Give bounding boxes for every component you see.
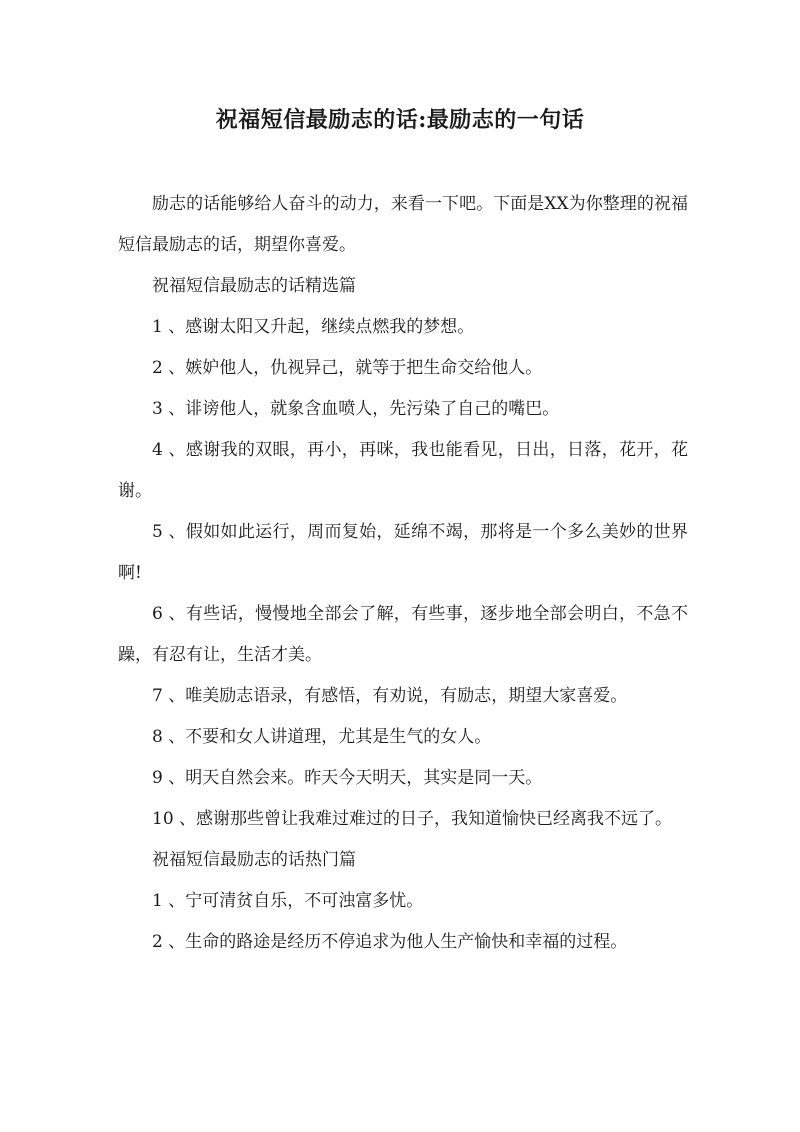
list-item: 7 、唯美励志语录，有感悟，有劝说，有励志，期望大家喜爱。 [152, 686, 628, 706]
document-title: 祝福短信最励志的话:最励志的一句话 [215, 107, 585, 133]
list-item: 1 、感谢太阳又升起，继续点燃我的梦想。 [152, 317, 475, 337]
section-heading-featured: 祝福短信最励志的话精选篇 [152, 276, 356, 296]
intro-paragraph: 励志的话能够给人奋斗的动力，来看一下吧。下面是XX为你整理的祝福短信最励志的话，期望你喜爱。 [118, 194, 688, 255]
section-heading-popular: 祝福短信最励志的话热门篇 [152, 850, 356, 870]
list-item: 10 、感谢那些曾让我难过难过的日子，我知道愉快已经离我不远了。 [152, 809, 673, 829]
list-item: 1 、宁可清贫自乐，不可浊富多忧。 [152, 891, 424, 911]
list-item: 5 、假如如此运行，周而复始，延绵不竭，那将是一个多么美妙的世界啊! [118, 522, 688, 583]
document-body [118, 184, 688, 963]
list-item: 9 、明天自然会来。昨天今天明天，其实是同一天。 [152, 768, 543, 788]
list-item: 2 、生命的路途是经历不停追求为他人生产愉快和幸福的过程。 [152, 932, 628, 952]
list-item: 8 、不要和女人讲道理，尤其是生气的女人。 [152, 727, 492, 747]
list-item: 4 、感谢我的双眼，再小，再咪，我也能看见，日出，日落，花开，花谢。 [118, 440, 688, 501]
list-item: 3 、诽谤他人，就象含血喷人，先污染了自己的嘴巴。 [152, 399, 560, 419]
list-item: 6 、有些话，慢慢地全部会了解，有些事，逐步地全部会明白，不急不躁，有忍有让，生活才美。 [118, 604, 688, 665]
list-item: 2 、嫉妒他人，仇视异己，就等于把生命交给他人。 [152, 358, 543, 378]
